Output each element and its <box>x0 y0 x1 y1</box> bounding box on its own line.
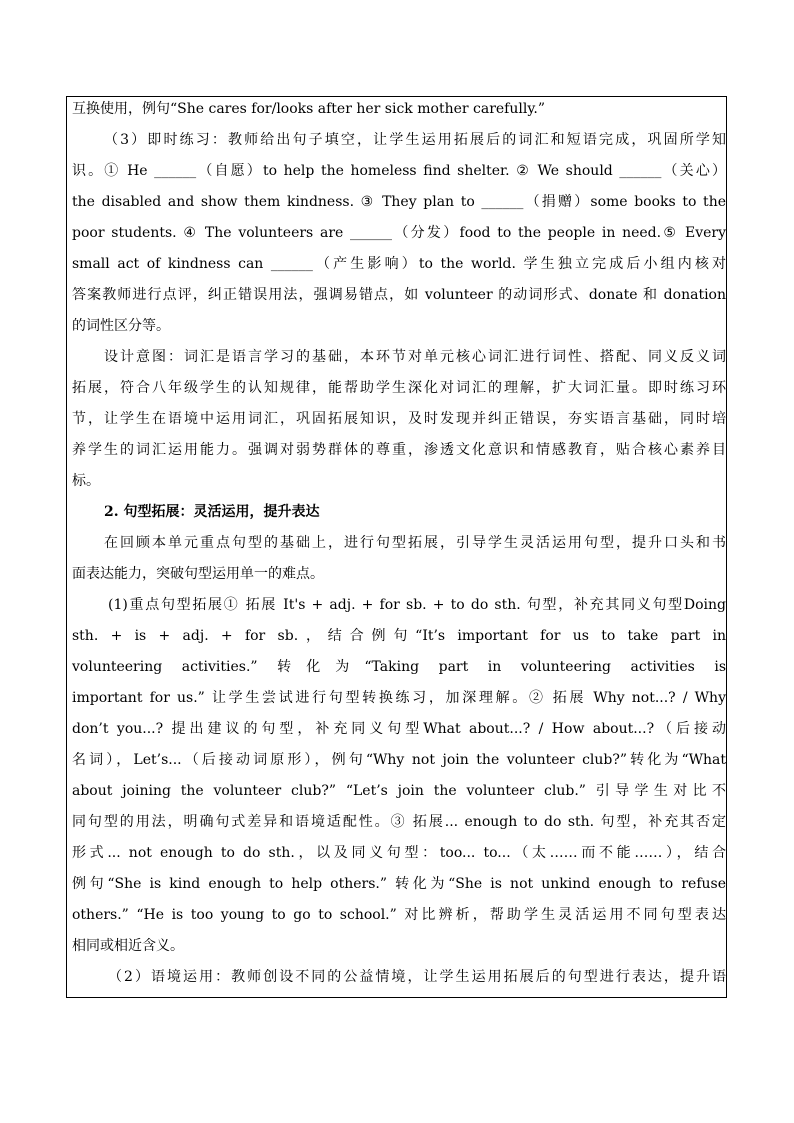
text-line: （3）即时练习：教师给出句子填空，让学生运用拓展后的词汇和短语完成，巩固所学知 <box>104 132 726 148</box>
text-line: (1)重点句型拓展① 拓展 It's + adj. + for sb. + to do sth. 句型，补充其同义句型Doing <box>108 597 726 613</box>
text-line: 在回顾本单元重点句型的基础上，进行句型拓展，引导学生灵活运用句型，提升口头和书 <box>104 535 726 551</box>
text-line: 答案教师进行点评，纠正错误用法，强调易错点，如 volunteer 的动词形式、donate 和 donation <box>72 287 726 303</box>
text-line: 节，让学生在语境中运用词汇，巩固拓展知识，及时发现并纠正错误，夯实语言基础，同时培 <box>72 411 726 427</box>
text-line: poor students. ④ The volunteers are ______（分发）food to the people in need.⑤ Every <box>72 225 726 241</box>
text-line: 互换使用，例句“She cares for/looks after her sick mother carefully.” <box>72 101 545 117</box>
text-line: 名词），Let’s...（后接动词原形），例句“Why not join the volunteer club?”转化为“What <box>72 752 726 768</box>
text-line: 相同或相近含义。 <box>72 938 184 954</box>
document-body <box>72 94 726 993</box>
text-line: important for us.” 让学生尝试进行句型转换练习，加深理解。② 拓展 Why not...? / Why <box>72 690 726 706</box>
text-line: 养学生的词汇运用能力。强调对弱势群体的尊重，渗透文化意识和情感教育，贴合核心素养目 <box>72 442 726 458</box>
text-line: 例句“She is kind enough to help others.” 转化为“She is not unkind enough to refuse <box>72 876 726 892</box>
text-line: 拓展，符合八年级学生的认知规律，能帮助学生深化对词汇的理解，扩大词汇量。即时练习环 <box>72 380 726 396</box>
text-line: 的词性区分等。 <box>72 318 170 334</box>
text-line: volunteering activities.” 转化为“Taking part in volunteering activities is <box>72 659 726 675</box>
text-line: small act of kindness can ______（产生影响）to the world. 学生独立完成后小组内核对 <box>72 256 726 272</box>
text-line: 标。 <box>72 473 100 489</box>
text-line: 识。① He ______（自愿）to help the homeless find shelter. ② We should ______（关心） <box>72 163 726 179</box>
text-line: 同句型的用法，明确句式差异和语境适配性。③ 拓展... enough to do sth. 句型，补充其否定 <box>72 814 726 830</box>
text-line: （2）语境运用：教师创设不同的公益情境，让学生运用拓展后的句型进行表达，提升语 <box>108 969 726 985</box>
text-line: 设计意图：词汇是语言学习的基础，本环节对单元核心词汇进行词性、搭配、同义反义词 <box>104 349 726 365</box>
text-line: about joining the volunteer club?” “Let’s join the volunteer club.” 引导学生对比不 <box>72 783 726 799</box>
text-line: 形式... not enough to do sth.，以及同义句型：too... to...（太……而不能……），结合 <box>72 845 726 861</box>
text-line: 面表达能力，突破句型运用单一的难点。 <box>72 566 324 582</box>
text-line: others.” “He is too young to go to school.” 对比辨析，帮助学生灵活运用不同句型表达 <box>72 907 726 923</box>
text-line: the disabled and show them kindness. ③ They plan to ______（捐赠）some books to the <box>72 194 726 210</box>
text-line: don’t you...? 提出建议的句型，补充同义句型What about...? / How about...?（后接动 <box>72 721 726 737</box>
text-line: sth. + is + adj. + for sb.，结合例句“It’s important for us to take part in <box>72 628 726 644</box>
section-heading: 2. 句型拓展：灵活运用，提升表达 <box>104 504 320 520</box>
